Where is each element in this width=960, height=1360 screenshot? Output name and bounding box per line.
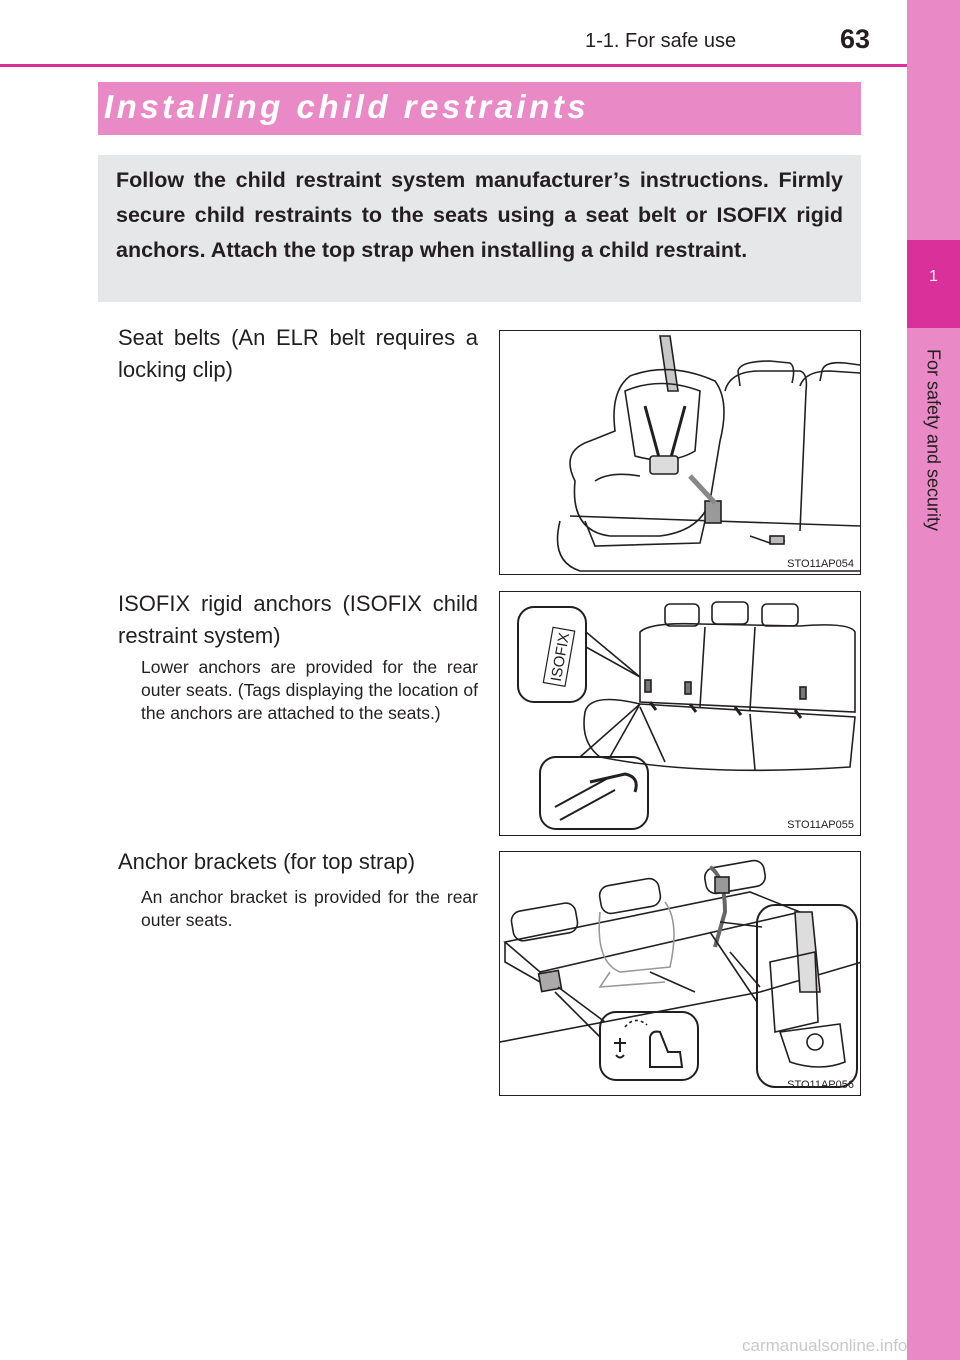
chapter-title: For safety and security xyxy=(923,348,944,532)
figure-code: STO11AP055 xyxy=(787,819,854,831)
section-label: 1-1. For safe use xyxy=(585,30,737,52)
isofix-tag-label: ISOFIX xyxy=(547,631,574,683)
item-anchor-brackets-description: An anchor bracket is provided for the rear outer seats. xyxy=(141,887,478,930)
header-rule xyxy=(0,64,960,67)
isofix-illustration xyxy=(500,592,861,836)
child-seat-illustration xyxy=(500,331,861,575)
item-seat-belts-title: Seat belts (An ELR belt requires a locking clip) xyxy=(118,325,478,382)
figure-code: STO11AP054 xyxy=(787,558,854,570)
anchor-bracket-illustration xyxy=(500,852,861,1096)
figure-child-seat-belt xyxy=(499,330,861,575)
chapter-number: 1 xyxy=(929,268,938,285)
item-isofix-title: ISOFIX rigid anchors (ISOFIX child restraint system) xyxy=(118,591,478,648)
item-isofix-description: Lower anchors are provided for the rear outer seats. (Tags displaying the location of the anchors are attached to the seats.) xyxy=(141,657,478,723)
item-anchor-brackets-title: Anchor brackets (for top strap) xyxy=(118,849,416,874)
figure-code: STO11AP056 xyxy=(787,1079,854,1091)
intro-text: Follow the child restraint system manufacturer’s instructions. Firmly secure child restraints to the seats using a seat belt or ISOFIX rigid anchors. Attach the top strap when installing a child restraint. xyxy=(116,168,843,262)
figure-isofix-anchors xyxy=(499,591,861,836)
chapter-side-tab xyxy=(907,0,960,1360)
figure-anchor-brackets xyxy=(499,851,861,1096)
section-title: Installing child restraints xyxy=(104,88,590,125)
footer-watermark: carmanualsonline.info xyxy=(742,1336,908,1355)
page-number: 63 xyxy=(840,24,871,54)
